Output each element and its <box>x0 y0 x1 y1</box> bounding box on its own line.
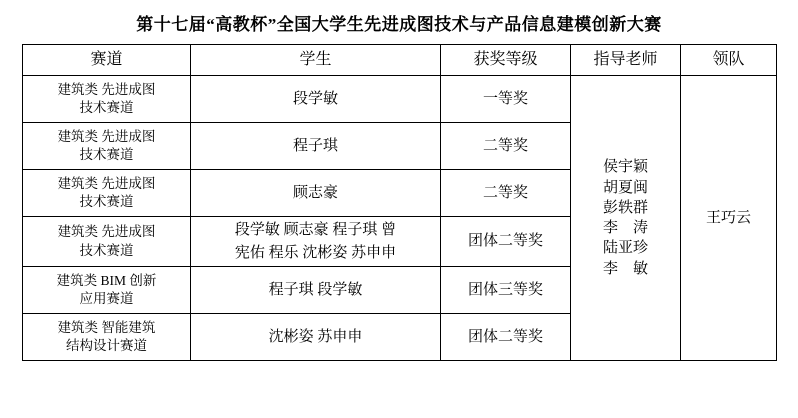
track-line-2: 技术赛道 <box>79 100 134 115</box>
cell-grade: 一等奖 <box>441 76 571 123</box>
table-header <box>23 45 777 76</box>
cell-grade: 团体二等奖 <box>441 314 571 361</box>
column-header-grade: 获奖等级 <box>441 45 571 76</box>
table-container <box>0 44 798 361</box>
track-line-1: 建筑类 BIM 创新 <box>56 272 157 288</box>
cell-track <box>23 314 191 361</box>
student-line-1: 沈彬姿 苏申申 <box>268 328 363 345</box>
cell-track <box>23 170 191 217</box>
teacher-name: 彭轶群 <box>602 199 648 216</box>
cell-leader: 王巧云 <box>681 76 777 361</box>
cell-grade: 团体三等奖 <box>441 267 571 314</box>
cell-track <box>23 217 191 267</box>
teacher-name: 侯宇颖 <box>602 159 648 176</box>
cell-teachers <box>571 76 681 361</box>
cell-student <box>191 314 441 361</box>
table-header-row <box>23 45 777 76</box>
student-line-1: 程子琪 段学敏 <box>268 281 363 298</box>
track-line-2: 结构设计赛道 <box>66 338 147 353</box>
cell-student <box>191 217 441 267</box>
teacher-name: 陆亚珍 <box>602 240 648 257</box>
track-line-1: 建筑类 先进成图 <box>57 175 156 191</box>
student-line-2: 宪佑 程乐 沈彬姿 苏申申 <box>234 244 397 261</box>
award-table <box>22 44 777 361</box>
column-header-teacher: 指导老师 <box>571 45 681 76</box>
table-body <box>23 76 777 361</box>
cell-grade: 二等奖 <box>441 170 571 217</box>
teacher-name: 胡夏闽 <box>602 179 648 196</box>
table-row <box>23 76 777 123</box>
track-line-1: 建筑类 先进成图 <box>57 128 156 144</box>
cell-track <box>23 123 191 170</box>
cell-student <box>191 267 441 314</box>
cell-grade: 团体二等奖 <box>441 217 571 267</box>
track-line-2: 技术赛道 <box>79 242 134 258</box>
cell-student <box>191 170 441 217</box>
track-line-1: 建筑类 先进成图 <box>57 224 156 240</box>
page-title: 第十七届“高教杯”全国大学生先进成图技术与产品信息建模创新大赛 <box>136 15 662 34</box>
column-header-leader: 领队 <box>681 45 777 76</box>
cell-student <box>191 123 441 170</box>
column-header-student: 学生 <box>191 45 441 76</box>
student-line-1: 段学敏 顾志豪 程子琪 曾 <box>234 222 397 238</box>
cell-track <box>23 76 191 123</box>
cell-grade: 二等奖 <box>441 123 571 170</box>
track-line-1: 建筑类 先进成图 <box>57 81 156 97</box>
cell-track <box>23 267 191 314</box>
teacher-name: 李 敏 <box>602 260 648 277</box>
student-line-1: 程子琪 <box>292 137 338 154</box>
track-line-2: 技术赛道 <box>79 147 134 162</box>
cell-student <box>191 76 441 123</box>
track-line-2: 技术赛道 <box>79 194 134 209</box>
student-line-1: 段学敏 <box>292 90 338 107</box>
column-header-track: 赛道 <box>23 45 191 76</box>
track-line-1: 建筑类 智能建筑 <box>57 319 156 335</box>
student-line-1: 顾志豪 <box>292 184 338 201</box>
teacher-name: 李 涛 <box>602 220 648 236</box>
track-line-2: 应用赛道 <box>79 291 134 306</box>
